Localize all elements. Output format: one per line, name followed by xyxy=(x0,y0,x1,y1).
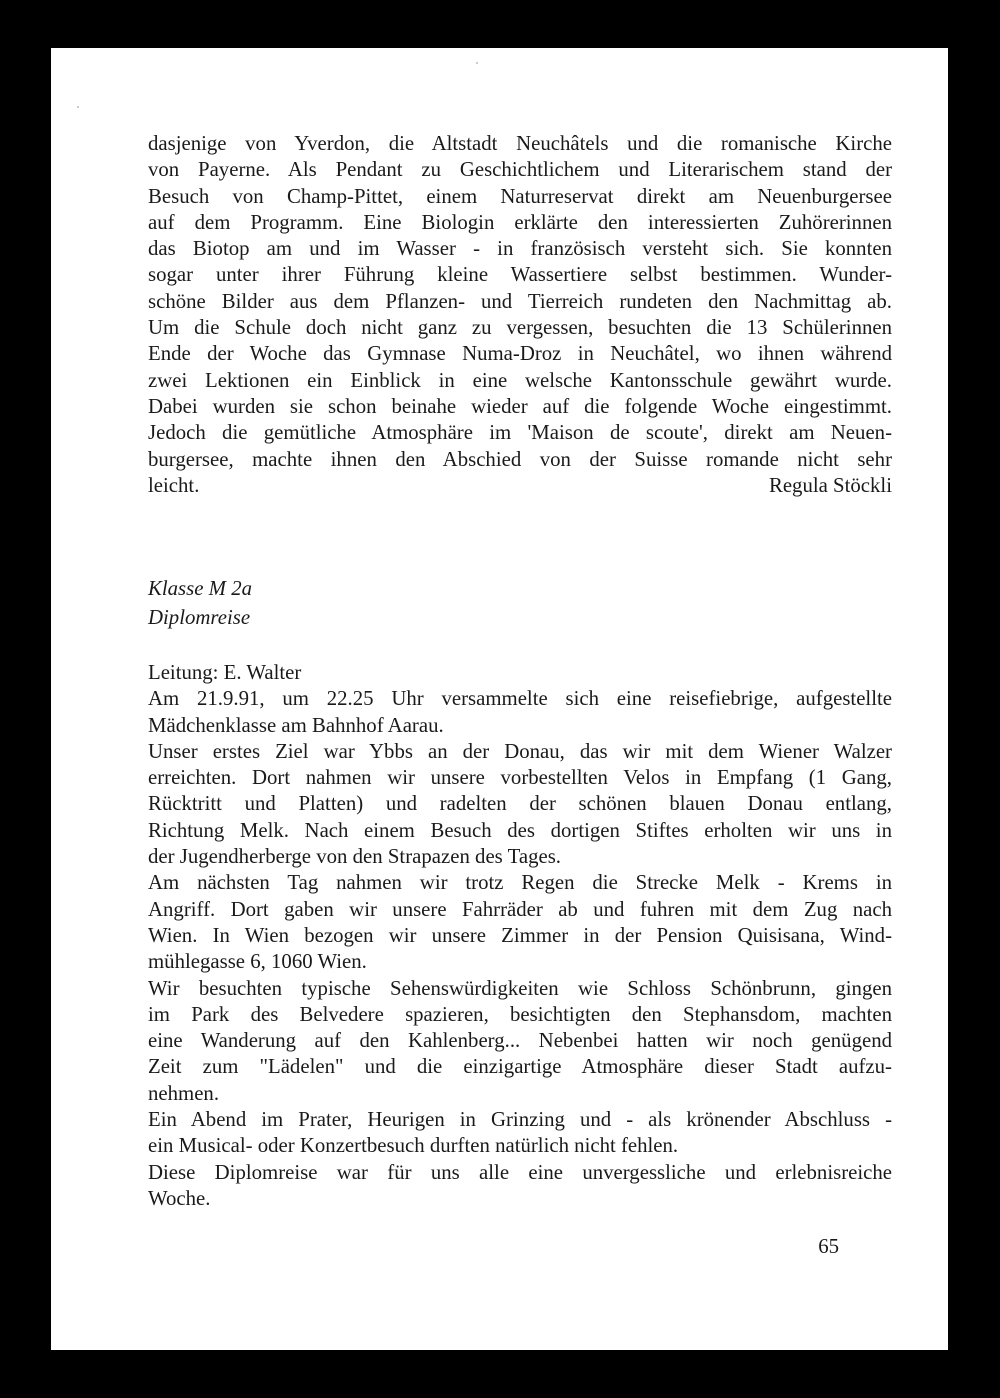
section-title: Klasse M 2a xyxy=(148,577,252,600)
text-line: Mädchenklasse am Bahnhof Aarau. xyxy=(148,713,444,737)
text-line: Dabei wurden sie schon beinahe wieder auf die folgende Woche eingestimmt. xyxy=(148,394,892,418)
text-line: das Biotop am und im Wasser - in französisch versteht sich. Sie konnten xyxy=(148,237,892,261)
text-line: mühlegasse 6, 1060 Wien. xyxy=(148,950,367,974)
text-line: dasjenige von Yverdon, die Altstadt Neuchâtels und die romanische Kirche xyxy=(148,132,892,155)
text-line: burgersee, machte ihnen den Abschied von der Suisse romande nicht sehr xyxy=(148,447,892,471)
text-line: Um die Schule doch nicht ganz zu vergessen, besuchten die 13 Schülerinnen xyxy=(148,316,892,340)
text-line: Unser erstes Ziel war Ybbs an der Donau, das wir mit dem Wiener Walzer xyxy=(148,739,892,763)
author-signature: Regula Stöckli xyxy=(768,473,892,497)
text-line: erreichten. Dort nahmen wir unsere vorbestellten Velos in Empfang (1 Gang, xyxy=(148,766,892,790)
text-line: schöne Bilder aus dem Pflanzen- und Tierreich rundeten den Nachmittag ab. xyxy=(148,289,892,313)
scan-speck xyxy=(476,62,478,64)
text-line: Am 21.9.91, um 22.25 Uhr versammelte sich eine reisefiebrige, aufgestellte xyxy=(148,687,892,711)
text-line: Wir besuchten typische Sehenswürdigkeiten wie Schloss Schönbrunn, gingen xyxy=(148,976,892,1000)
text-line: Ende der Woche das Gymnase Numa-Droz in Neuchâtel, wo ihnen während xyxy=(148,342,892,366)
text-line: sogar unter ihrer Führung kleine Wassertiere selbst bestimmen. Wunder- xyxy=(148,263,892,287)
page-number: 65 xyxy=(818,1235,839,1258)
text-line: auf dem Programm. Eine Biologin erklärte den interessierten Zuhörerinnen xyxy=(148,210,892,234)
text-line: ein Musical- oder Konzertbesuch durften natürlich nicht fehlen. xyxy=(148,1134,679,1158)
text-line: Wien. In Wien bezogen wir unsere Zimmer in der Pension Quisisana, Wind- xyxy=(148,923,892,947)
text-line: eine Wanderung auf den Kahlenberg... Nebenbei hatten wir noch genügend xyxy=(148,1029,892,1053)
text-line: Ein Abend im Prater, Heurigen in Grinzing und - als krönender Abschluss - xyxy=(148,1108,892,1132)
text-line: von Payerne. Als Pendant zu Geschichtlichem und Literarischem stand der xyxy=(148,158,892,182)
section-subtitle: Diplomreise xyxy=(148,606,251,629)
signature-line xyxy=(148,473,892,499)
text-line: zwei Lektionen ein Einblick in eine welsche Kantonsschule gewährt wurde. xyxy=(148,368,892,392)
text-line: leicht. xyxy=(148,473,200,497)
text-line: Richtung Melk. Nach einem Besuch des dortigen Stiftes erholten wir uns in xyxy=(148,818,892,842)
text-line: Woche. xyxy=(148,1186,211,1210)
text-line: Am nächsten Tag nahmen wir trotz Regen die Strecke Melk - Krems in xyxy=(148,871,892,895)
text-line: Diese Diplomreise war für uns alle eine unvergessliche und erlebnisreiche xyxy=(148,1160,892,1184)
section2-paragraph xyxy=(148,660,892,1212)
text-line: Rücktritt und Platten) und radelten der schönen blauen Donau entlang, xyxy=(148,792,892,816)
text-line: im Park des Belvedere spazieren, besichtigten den Stephansdom, machten xyxy=(148,1002,892,1026)
text-line: Besuch von Champ-Pittet, einem Naturreservat direkt am Neuenburgersee xyxy=(148,184,892,208)
section1-paragraph xyxy=(148,131,892,499)
text-line: Jedoch die gemütliche Atmosphäre im 'Maison de scoute', direkt am Neuen- xyxy=(148,421,892,445)
scan-speck xyxy=(77,106,79,108)
text-line: Zeit zum "Lädelen" und die einzigartige Atmosphäre dieser Stadt aufzu- xyxy=(148,1055,892,1079)
text-line: der Jugendherberge von den Strapazen des Tages. xyxy=(148,845,561,869)
text-line: Leitung: E. Walter xyxy=(148,661,302,684)
text-line: Angriff. Dort gaben wir unsere Fahrräder ab und fuhren mit dem Zug nach xyxy=(148,897,892,921)
text-line: nehmen. xyxy=(148,1081,220,1105)
document-page xyxy=(51,48,948,1350)
